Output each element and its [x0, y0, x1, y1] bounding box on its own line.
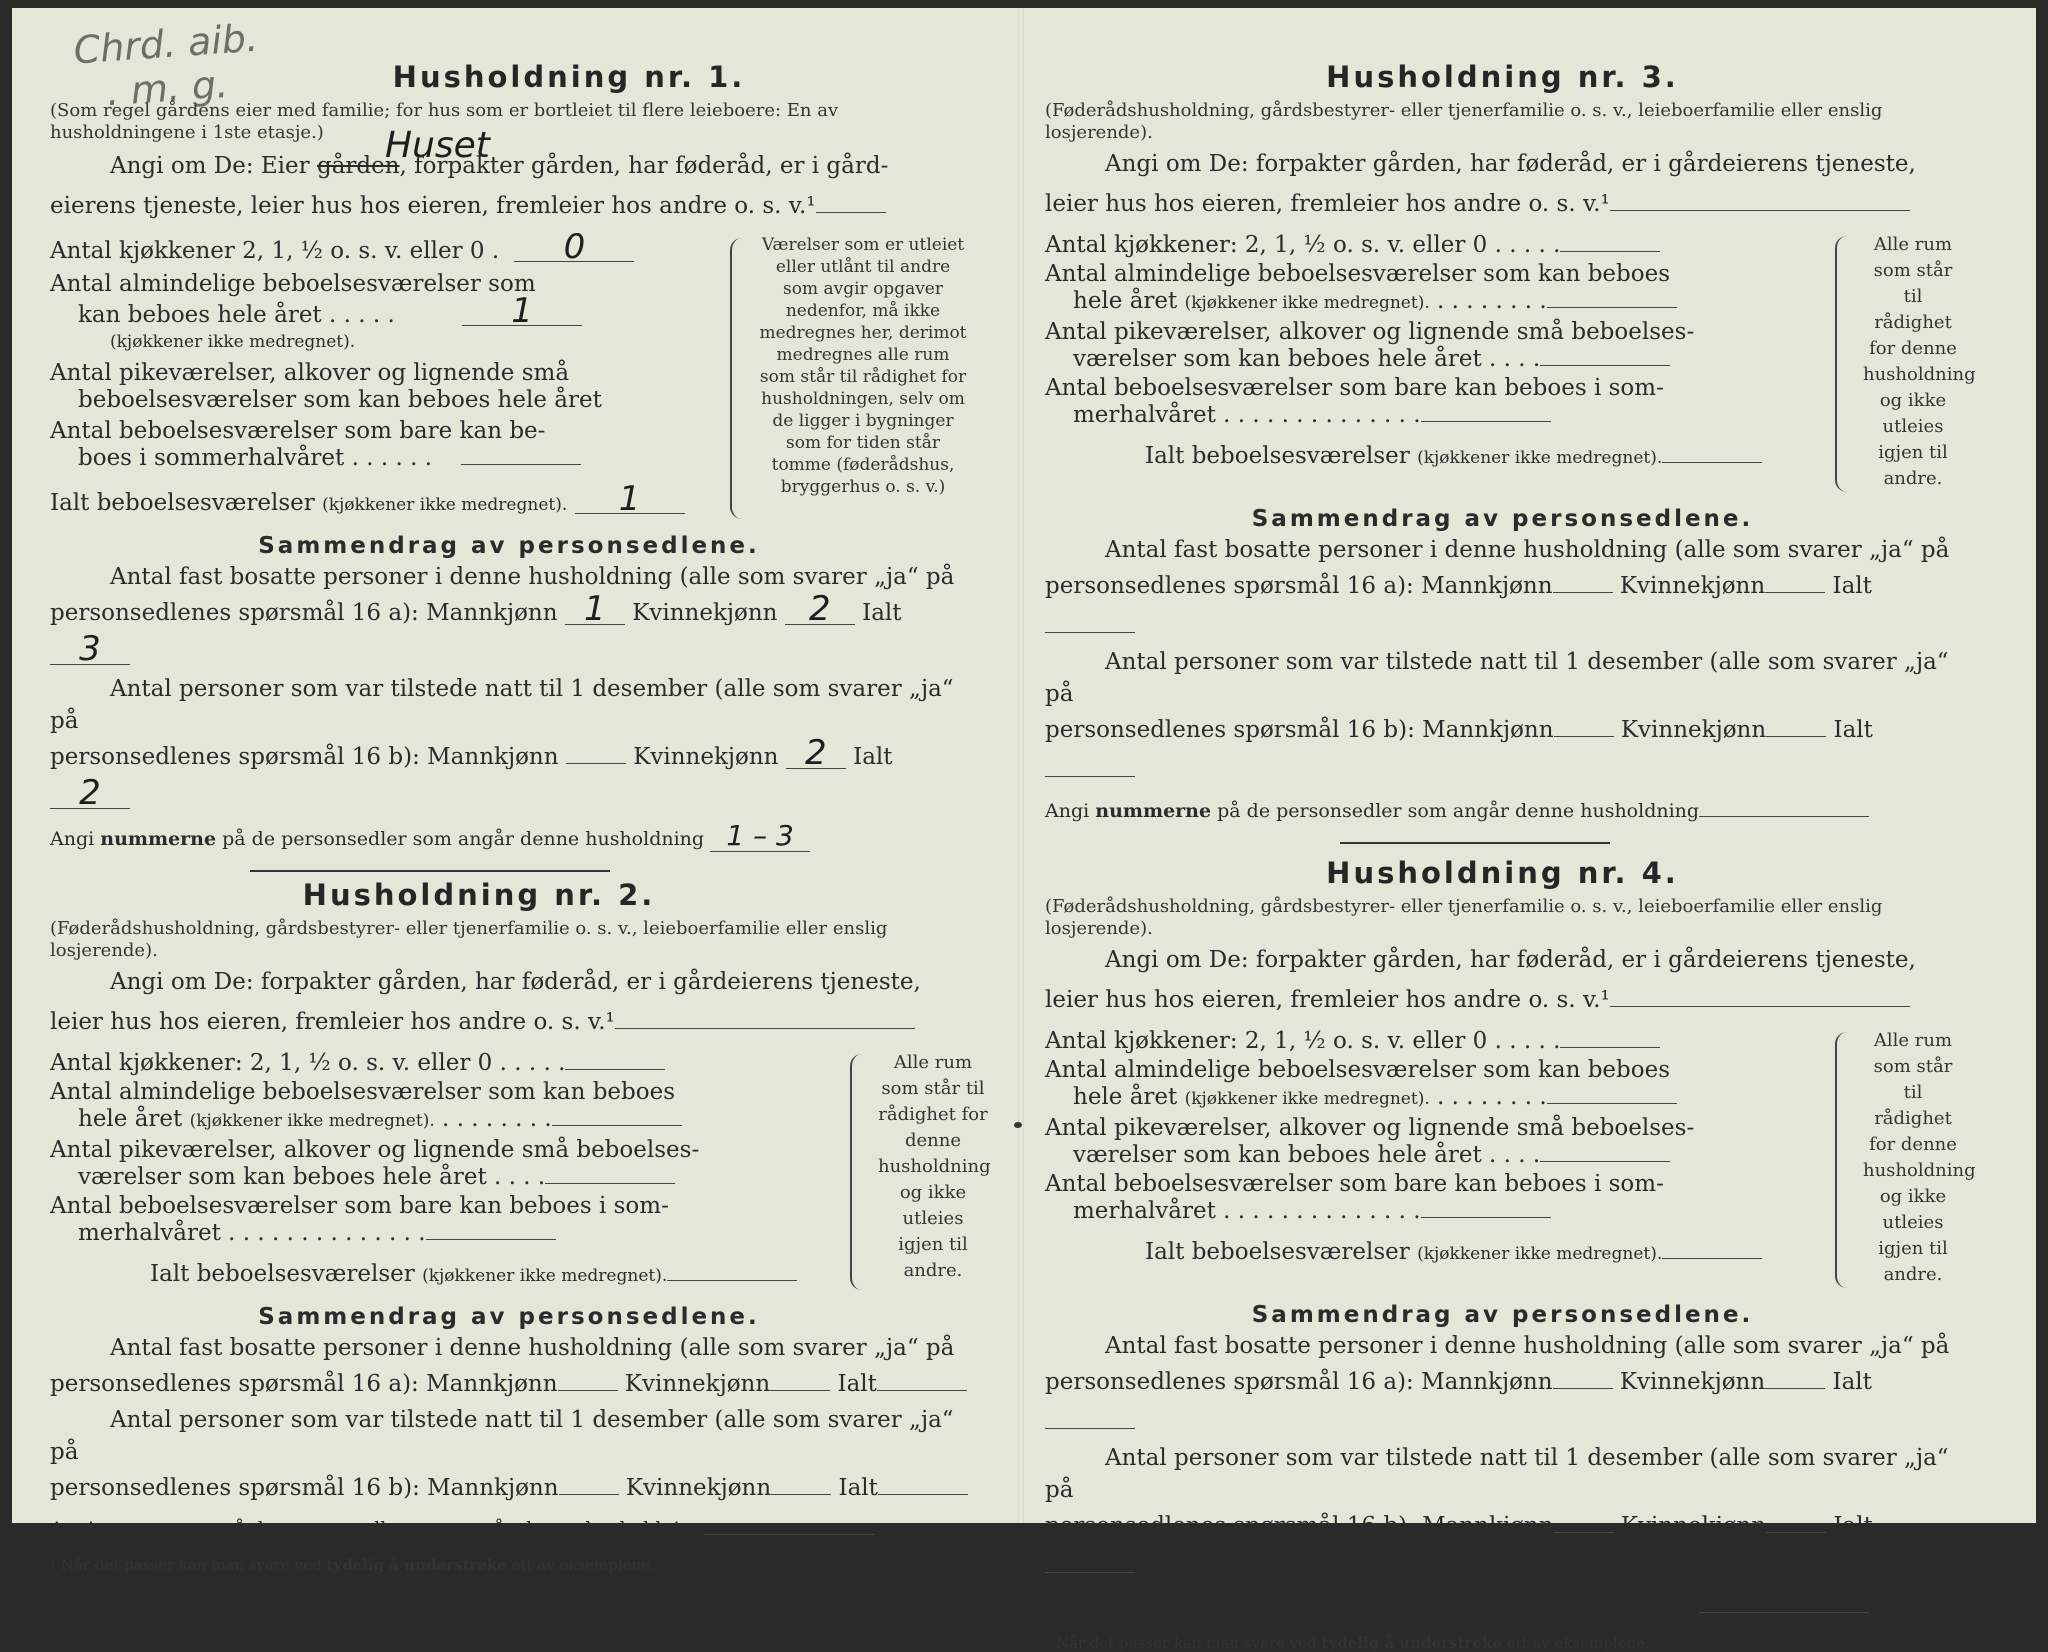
summer-rooms-row: Antal beboelsesværelser som bare kan be- boes i sommerhalvåret . . . . . .: [50, 418, 720, 472]
brace: [1835, 236, 1855, 492]
q16b-total: 2: [50, 778, 130, 809]
brace: [1835, 1032, 1855, 1288]
q16b-row: personsedlenes spørsmål 16 b): Mannkjønn Kvinnekjønn 2 Ialt 2: [50, 733, 893, 813]
household-1-angi: Angi om De: Eier gården, forpakter gården, har føderåd, er i gård-: [110, 153, 889, 179]
numbers-row: Angi nummerne på de personsedler som angår denne husholdning 1 – 3: [50, 821, 968, 856]
pencil-annotation: Chrd. aib. . m. g.: [72, 15, 260, 115]
brace: [850, 1054, 870, 1290]
ordinary-rooms-value: 1: [462, 298, 582, 326]
household-1-rooms: [50, 227, 968, 519]
left-column: [50, 60, 991, 1574]
separator: [1340, 842, 1610, 844]
footnote: ¹ Når det passer kan man svare ved tydelig å understreke ett av eksemplene.: [1045, 1634, 1650, 1652]
total-rooms-row: Ialt beboelsesværelser (kjøkkener ikke medregnet). 1: [50, 486, 720, 519]
brace: [730, 238, 750, 519]
kitchens-row: Antal kjøkkener 2, 1, ½ o. s. v. eller 0 . 0: [50, 234, 720, 265]
total-rooms-value: 1: [575, 486, 685, 514]
q16b-male: [566, 763, 626, 764]
household-2: Husholdning nr. 2. (Føderådshusholdning, gårdsbestyrer- eller tjenerfamilie o. s. v., leieboerfamilie eller enslig losjerende). Angi om De: forpakter gården, har føderåd, er i gårdeierens tjeneste, leier hus hos eieren, fremleier hos andre o. s. v.¹ Antal kjøkkener: 2, 1, ½ o. s. v. eller 0 . . . . . Antal almindelige beboelsesværelser som kan beboes hele året (kjøkkener ikke medregnet). . . . . . . . . Antal pikeværelser, alkover og lignende små beboelses- værelser som kan beboes hele året . . . . Antal beboelsesværelser som bare kan beboes i som- merhalvåret . . . . . . . . . . . . . . Ialt beboelsesværelser (kjøkkener ikke medregnet). Alle rum som står til rådighet for denne husholdning og ikke utleies igjen til andre. Sammendrag av personsedlene. Antal fast bosatte personer i denne husholdning (alle som svarer „ja“ på personsedlenes spørsmål 16 a): Mannkjønn Kvinnekjønn Ialt Antal personer som var tilstede natt til 1 desember (alle som svarer „ja“ på personsedlenes spørsmål 16 b): Mannkjønn Kvinnekjønn Ialt Angi nummerne på de personsedler som angår denne husholdning ¹ Når det passer kan man svare ved tydelig å understreke ett av eksemplene.: [50, 878, 991, 1574]
q16a-total: 3: [50, 634, 130, 665]
kitchens-value: 0: [514, 234, 634, 262]
household-1-title: Husholdning nr. 1.: [392, 60, 746, 94]
footnote: ¹ Når det passer kan man svare ved tydelig å understreke ett av eksemplene.: [50, 1556, 655, 1574]
small-rooms-row: Antal pikeværelser, alkover og lignende små beboelsesværelser som kan beboes hele året: [50, 360, 602, 413]
household-1: Husholdning nr. 1. (Som regel gårdens eier med familie; for hus som er bortleiet til flere leieboere: En av husholdningene i 1ste etasje.) Angi om De: Eier gården, forpakter gården, har føderåd, er i gård- eierens tjeneste, leier hus hos eieren, fremleier hos andre o. s. v.¹ Antal kjøkkener 2, 1, ½ o. s. v. eller 0 . 0 Antal almindelige beboelsesværelser som kan beboes hele året . . . . . 1 (kjøkkener ikke medregnet). Antal pikeværelser, alkover og lignende små beboelsesværelser som kan beboes hele året Antal beboelsesværelser som bare kan be- boes i sommerhalvåret . . . . . . Ialt beboelsesværelser (kjøkkener ikke medregnet). 1 Værelser som er utleiet eller utlånt til andre som avgir opgaver nedenfor, må ikke medregnes her, derimot medregnes alle rum som står til rådighet for husholdningen, selv om de ligger i bygninger som for tiden står tomme (føderådshus, bryggerhus o. s. v.) Sammendrag av personsedlene. Antal fast bosatte personer i denne husholdning (alle som svarer „ja“ på personsedlenes spørsmål 16 a): Mannkjønn 1 Kvinnekjønn 2 Ialt 3 Antal personer som var tilstede natt til 1 desember (alle som svarer „ja“ på personsedlenes spørsmål 16 b): Mannkjønn Kvinnekjønn 2 Ialt 2 Angi nummerne på de personsedler som angår denne husholdning 1 – 3: [50, 60, 968, 856]
q16b-female: 2: [786, 738, 846, 769]
ordinary-rooms-row: Antal almindelige beboelsesværelser som kan beboes hele året . . . . . 1 (kjøkkener ikke medregnet).: [50, 271, 720, 356]
household-1-note: (Som regel gårdens eier med familie; for hus som er bortleiet til flere leieboere: En av husholdningene i 1ste etasje.): [50, 100, 839, 143]
separator: [250, 870, 610, 872]
summary-title: Sammendrag av personsedlene.: [258, 533, 760, 559]
household-2-title: Husholdning nr. 2.: [302, 878, 656, 912]
right-column: [1045, 60, 1976, 1652]
page-fold: [1018, 8, 1024, 1523]
q16a-female: 2: [785, 594, 855, 625]
household-4: Husholdning nr. 4. (Føderådshusholdning, gårdsbestyrer- eller tjenerfamilie o. s. v., leieboerfamilie eller enslig losjerende). Angi om De: forpakter gården, har føderåd, er i gårdeierens tjeneste, leier hus hos eieren, fremleier hos andre o. s. v.¹ Antal kjøkkener: 2, 1, ½ o. s. v. eller 0 . . . . . Antal almindelige beboelsesværelser som kan beboes hele året (kjøkkener ikke medregnet). . . . . . . . . Antal pikeværelser, alkover og lignende små beboelses- værelser som kan beboes hele året . . . . Antal beboelsesværelser som bare kan beboes i som- merhalvåret . . . . . . . . . . . . . . Ialt beboelsesværelser (kjøkkener ikke medregnet). Alle rum som står til rådighet for denne husholdning og ikke utleies igjen til andre. Sammendrag av personsedlene. Antal fast bosatte personer i denne husholdning (alle som svarer „ja“ på personsedlenes spørsmål 16 a): Mannkjønn Kvinnekjønn Ialt Antal personer som var tilstede natt til 1 desember (alle som svarer „ja“ på personsedlenes spørsmål 16 b): Mannkjønn Kvinnekjønn Ialt Angi nummerne på de personsedler som angår denne husholdning ¹ Når det passer kan man svare ved tydelig å understreke ett av eksemplene.: [1045, 856, 1976, 1652]
numbers-value: 1 – 3: [710, 821, 810, 852]
q16a-row: personsedlenes spørsmål 16 a): Mannkjønn 1 Kvinnekjønn 2 Ialt 3: [50, 589, 902, 669]
q16a-male: 1: [565, 594, 625, 625]
household-4-title: Husholdning nr. 4.: [1326, 856, 1679, 890]
household-3: Husholdning nr. 3. (Føderådshusholdning, gårdsbestyrer- eller tjenerfamilie o. s. v., leieboerfamilie eller enslig losjerende). Angi om De: forpakter gården, har føderåd, er i gårdeierens tjeneste, leier hus hos eieren, fremleier hos andre o. s. v.¹ Antal kjøkkener: 2, 1, ½ o. s. v. eller 0 . . . . . Antal almindelige beboelsesværelser som kan beboes hele året (kjøkkener ikke medregnet). . . . . . . . . Antal pikeværelser, alkover og lignende små beboelses- værelser som kan beboes hele året . . . . Antal beboelsesværelser som bare kan beboes i som- merhalvåret . . . . . . . . . . . . . . Ialt beboelsesværelser (kjøkkener ikke medregnet). Alle rum som står til rådighet for denne husholdning og ikke utleies igjen til andre. Sammendrag av personsedlene. Antal fast bosatte personer i denne husholdning (alle som svarer „ja“ på personsedlenes spørsmål 16 a): Mannkjønn Kvinnekjønn Ialt Antal personer som var tilstede natt til 1 desember (alle som svarer „ja“ på personsedlenes spørsmål 16 b): Mannkjønn Kvinnekjønn Ialt Angi nummerne på de personsedler som angår denne husholdning: [1045, 60, 1976, 822]
household-3-title: Husholdning nr. 3.: [1326, 60, 1679, 94]
handwritten-huset: Huset: [385, 125, 490, 166]
household-1-side-note: Værelser som er utleiet eller utlånt til andre som avgir opgaver nedenfor, må ikke medregnes her, derimot medregnes alle rum som står til rådighet for husholdningen, selv om de ligger i bygninger som for tiden står tomme (føderådshus, bryggerhus o. s. v.): [759, 235, 967, 497]
ink-dot: [1014, 1122, 1022, 1128]
